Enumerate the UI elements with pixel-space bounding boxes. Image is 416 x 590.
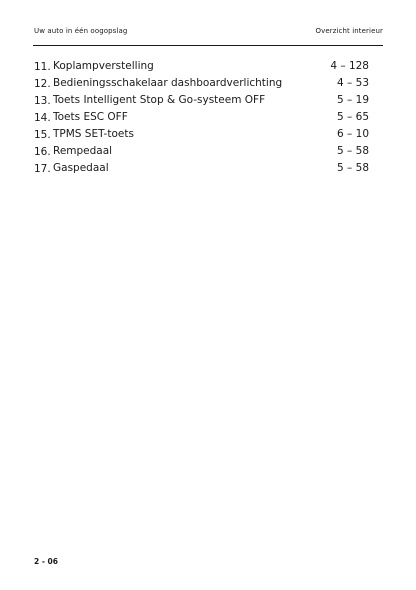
item-page-reference: 5 – 19 (337, 94, 369, 106)
item-title: Bedieningsschakelaar dashboardverlichting (53, 77, 283, 89)
item-title: Toets Intelligent Stop & Go-systeem OFF (53, 94, 266, 106)
item-title: Rempedaal (53, 145, 113, 157)
section-title: Uw auto in één oogopslag (34, 27, 128, 35)
item-title: Gaspedaal (53, 162, 109, 174)
item-page-reference: 5 – 65 (337, 111, 369, 123)
page-header (34, 27, 383, 39)
page-number: 2 - 06 (34, 557, 58, 566)
item-title: TPMS SET-toets (53, 128, 134, 140)
item-title: Koplampverstelling (53, 60, 154, 72)
list-item (34, 143, 369, 160)
item-number: 15. (34, 129, 51, 141)
item-number: 11. (34, 61, 51, 73)
list-item (34, 75, 369, 92)
item-page-reference: 4 – 128 (330, 60, 369, 72)
list-item (34, 58, 369, 75)
item-number: 12. (34, 78, 51, 90)
list-item (34, 160, 369, 177)
item-number: 14. (34, 112, 51, 124)
item-number: 13. (34, 95, 51, 107)
item-number: 17. (34, 163, 51, 175)
header-divider (33, 45, 383, 46)
item-page-reference: 4 – 53 (337, 77, 369, 89)
list-item (34, 109, 369, 126)
list-item (34, 92, 369, 109)
item-page-reference: 5 – 58 (337, 145, 369, 157)
item-title: Toets ESC OFF (53, 111, 128, 123)
item-page-reference: 5 – 58 (337, 162, 369, 174)
chapter-title: Overzicht interieur (315, 27, 383, 35)
list-item (34, 126, 369, 143)
item-page-reference: 6 – 10 (337, 128, 369, 140)
item-number: 16. (34, 146, 51, 158)
index-list (34, 58, 369, 177)
